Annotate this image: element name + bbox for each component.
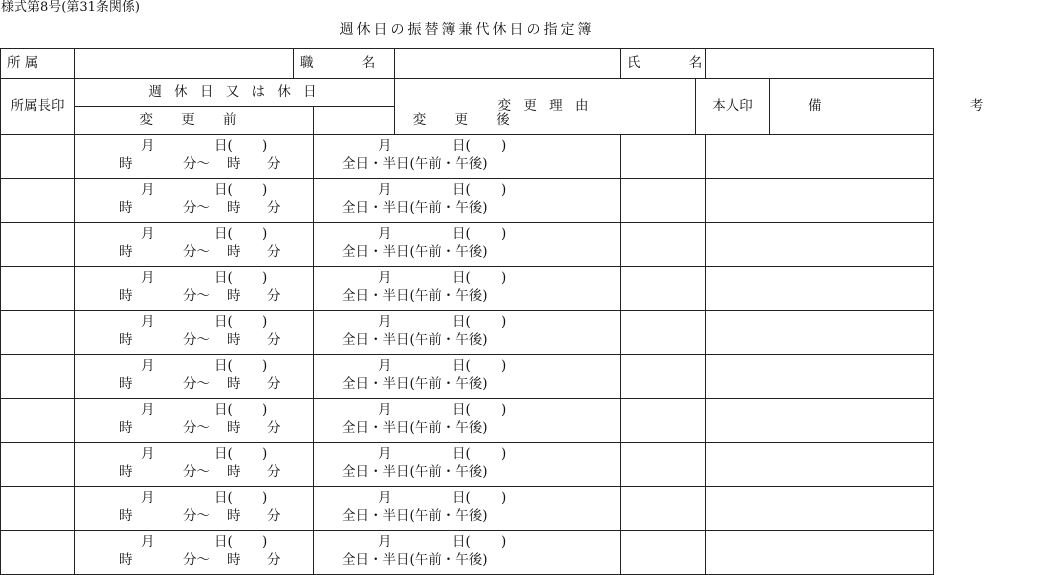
table-row	[1, 443, 934, 487]
after-day-close: )	[501, 534, 507, 550]
after-month-label: 月	[378, 226, 392, 242]
after-day-label: 日(	[452, 138, 471, 154]
before-day-close: )	[262, 226, 268, 242]
after-change-cell[interactable]	[314, 531, 621, 575]
before-day-label: 日(	[214, 490, 233, 506]
before-month-label: 月	[141, 446, 155, 462]
after-day-close: )	[501, 182, 507, 198]
before-hour-from: 時	[119, 244, 133, 260]
after-period-options: 全日・半日(午前・午後)	[342, 200, 488, 216]
dept-head-seal-cell[interactable]	[1, 223, 75, 267]
personal-seal-cell[interactable]	[706, 311, 934, 355]
before-hour-from: 時	[119, 552, 133, 568]
before-change-cell[interactable]	[75, 443, 314, 487]
personal-seal-cell[interactable]	[706, 355, 934, 399]
remarks-header-text: 備 考	[808, 98, 1055, 114]
name-label-text: 氏 名	[627, 55, 725, 71]
before-change-cell[interactable]	[75, 355, 314, 399]
position-label-text: 職 名	[300, 55, 398, 71]
after-day-close: )	[501, 490, 507, 506]
after-change-cell[interactable]	[314, 399, 621, 443]
table-row	[1, 487, 934, 531]
dept-head-seal-cell[interactable]	[1, 267, 75, 311]
before-change-cell[interactable]	[75, 531, 314, 575]
holiday-group-header: 週 休 日 又 は 休 日	[75, 79, 395, 107]
dept-head-seal-cell[interactable]	[1, 135, 75, 179]
change-reason-cell[interactable]	[621, 399, 706, 443]
name-label	[621, 49, 725, 79]
after-period-options: 全日・半日(午前・午後)	[342, 464, 488, 480]
table-row	[1, 179, 934, 223]
before-change-cell[interactable]	[75, 135, 314, 179]
after-period-options: 全日・半日(午前・午後)	[342, 244, 488, 260]
after-change-cell[interactable]	[314, 311, 621, 355]
after-change-cell[interactable]	[314, 487, 621, 531]
remarks-header	[770, 79, 1055, 135]
before-hour-to: 時	[227, 332, 241, 348]
before-day-close: )	[262, 402, 268, 418]
after-day-close: )	[501, 138, 507, 154]
after-day-label: 日(	[452, 226, 471, 242]
before-day-label: 日(	[214, 226, 233, 242]
change-reason-header: 変 更 理 由	[395, 79, 696, 135]
before-day-label: 日(	[214, 138, 233, 154]
table-row	[1, 531, 934, 575]
before-month-label: 月	[141, 270, 155, 286]
affiliation-label	[1, 49, 75, 79]
after-month-label: 月	[378, 446, 392, 462]
after-day-label: 日(	[452, 490, 471, 506]
after-month-label: 月	[378, 534, 392, 550]
before-hour-from: 時	[119, 420, 133, 436]
after-change-cell[interactable]	[314, 179, 621, 223]
document-title: 週休日の振替簿兼代休日の指定簿	[339, 22, 595, 38]
before-day-label: 日(	[214, 314, 233, 330]
after-change-cell[interactable]	[314, 267, 621, 311]
after-change-cell[interactable]	[314, 135, 621, 179]
before-minute-from: 分〜	[183, 420, 210, 436]
before-minute-from: 分〜	[183, 244, 210, 260]
before-minute-to: 分	[267, 376, 281, 392]
before-change-cell[interactable]	[75, 223, 314, 267]
before-minute-to: 分	[267, 420, 281, 436]
designation-register-table	[0, 48, 1055, 575]
after-change-header: 変 更 後	[314, 107, 621, 135]
change-reason-cell[interactable]	[621, 311, 706, 355]
name-field[interactable]	[706, 49, 934, 79]
before-minute-to: 分	[267, 244, 281, 260]
change-reason-cell[interactable]	[621, 355, 706, 399]
dept-head-seal-cell[interactable]	[1, 531, 75, 575]
before-change-cell[interactable]	[75, 399, 314, 443]
before-hour-to: 時	[227, 244, 241, 260]
before-minute-from: 分〜	[183, 200, 210, 216]
after-month-label: 月	[378, 314, 392, 330]
before-change-header: 変 更 前	[75, 107, 314, 135]
personal-seal-header: 本人印	[696, 79, 770, 135]
position-field[interactable]	[395, 49, 621, 79]
after-day-close: )	[501, 402, 507, 418]
before-minute-from: 分〜	[183, 332, 210, 348]
before-hour-to: 時	[227, 288, 241, 304]
before-hour-from: 時	[119, 508, 133, 524]
dept-head-seal-cell[interactable]	[1, 179, 75, 223]
dept-head-seal-header: 所属長印	[1, 79, 75, 135]
before-day-label: 日(	[214, 182, 233, 198]
after-day-label: 日(	[452, 270, 471, 286]
before-minute-to: 分	[267, 508, 281, 524]
before-minute-from: 分〜	[183, 156, 210, 172]
before-hour-to: 時	[227, 376, 241, 392]
before-day-close: )	[262, 358, 268, 374]
before-hour-from: 時	[119, 156, 133, 172]
personal-seal-cell[interactable]	[706, 443, 934, 487]
before-hour-from: 時	[119, 332, 133, 348]
change-reason-cell[interactable]	[621, 179, 706, 223]
before-minute-to: 分	[267, 552, 281, 568]
before-hour-from: 時	[119, 200, 133, 216]
before-hour-to: 時	[227, 552, 241, 568]
before-day-label: 日(	[214, 270, 233, 286]
before-minute-from: 分〜	[183, 552, 210, 568]
dept-head-seal-cell[interactable]	[1, 355, 75, 399]
dept-head-seal-cell[interactable]	[1, 443, 75, 487]
after-period-options: 全日・半日(午前・午後)	[342, 508, 488, 524]
before-day-close: )	[262, 446, 268, 462]
change-reason-cell[interactable]	[621, 487, 706, 531]
before-month-label: 月	[141, 182, 155, 198]
before-hour-to: 時	[227, 200, 241, 216]
before-hour-to: 時	[227, 508, 241, 524]
after-period-options: 全日・半日(午前・午後)	[342, 376, 488, 392]
before-day-label: 日(	[214, 534, 233, 550]
before-month-label: 月	[141, 358, 155, 374]
before-day-close: )	[262, 314, 268, 330]
after-change-cell[interactable]	[314, 223, 621, 267]
table-row	[1, 311, 934, 355]
before-change-cell[interactable]	[75, 311, 314, 355]
before-day-label: 日(	[214, 358, 233, 374]
after-day-close: )	[501, 270, 507, 286]
before-hour-from: 時	[119, 464, 133, 480]
after-day-label: 日(	[452, 402, 471, 418]
table-row	[1, 135, 934, 179]
before-month-label: 月	[141, 534, 155, 550]
after-day-close: )	[501, 358, 507, 374]
personal-seal-cell[interactable]	[706, 267, 934, 311]
after-month-label: 月	[378, 270, 392, 286]
before-month-label: 月	[141, 314, 155, 330]
personal-seal-cell[interactable]	[706, 399, 934, 443]
before-minute-to: 分	[267, 288, 281, 304]
personal-seal-cell[interactable]	[706, 223, 934, 267]
personal-seal-cell[interactable]	[706, 135, 934, 179]
before-month-label: 月	[141, 402, 155, 418]
after-day-close: )	[501, 226, 507, 242]
personal-seal-cell[interactable]	[706, 179, 934, 223]
before-minute-to: 分	[267, 200, 281, 216]
change-reason-cell[interactable]	[621, 135, 706, 179]
table-row	[1, 399, 934, 443]
before-minute-to: 分	[267, 464, 281, 480]
before-day-label: 日(	[214, 402, 233, 418]
before-minute-to: 分	[267, 332, 281, 348]
after-day-label: 日(	[452, 534, 471, 550]
affiliation-field[interactable]	[75, 49, 294, 79]
dept-head-seal-cell[interactable]	[1, 487, 75, 531]
before-day-close: )	[262, 182, 268, 198]
change-reason-cell[interactable]	[621, 223, 706, 267]
after-day-close: )	[501, 446, 507, 462]
table-row	[1, 223, 934, 267]
table-row	[1, 355, 934, 399]
after-month-label: 月	[378, 402, 392, 418]
before-hour-to: 時	[227, 420, 241, 436]
before-minute-to: 分	[267, 156, 281, 172]
after-period-options: 全日・半日(午前・午後)	[342, 332, 488, 348]
before-minute-from: 分〜	[183, 464, 210, 480]
change-reason-cell[interactable]	[621, 443, 706, 487]
before-month-label: 月	[141, 138, 155, 154]
dept-head-seal-cell[interactable]	[1, 311, 75, 355]
affiliation-label-text: 所 属	[7, 55, 39, 71]
table-row	[1, 267, 934, 311]
before-month-label: 月	[141, 490, 155, 506]
personal-seal-cell[interactable]	[706, 487, 934, 531]
after-month-label: 月	[378, 138, 392, 154]
after-month-label: 月	[378, 490, 392, 506]
after-month-label: 月	[378, 358, 392, 374]
after-change-cell[interactable]	[314, 443, 621, 487]
after-period-options: 全日・半日(午前・午後)	[342, 420, 488, 436]
before-day-close: )	[262, 270, 268, 286]
before-minute-from: 分〜	[183, 508, 210, 524]
before-day-close: )	[262, 534, 268, 550]
after-day-label: 日(	[452, 182, 471, 198]
before-hour-from: 時	[119, 376, 133, 392]
form-number: 様式第8号(第31条関係)	[1, 0, 140, 15]
position-label	[294, 49, 398, 79]
after-month-label: 月	[378, 182, 392, 198]
before-hour-to: 時	[227, 464, 241, 480]
change-reason-cell[interactable]	[621, 267, 706, 311]
before-minute-from: 分〜	[183, 376, 210, 392]
after-period-options: 全日・半日(午前・午後)	[342, 156, 488, 172]
after-day-label: 日(	[452, 446, 471, 462]
after-period-options: 全日・半日(午前・午後)	[342, 288, 488, 304]
personal-seal-cell[interactable]	[706, 531, 934, 575]
before-change-cell[interactable]	[75, 487, 314, 531]
before-hour-from: 時	[119, 288, 133, 304]
before-day-close: )	[262, 490, 268, 506]
after-period-options: 全日・半日(午前・午後)	[342, 552, 488, 568]
change-reason-cell[interactable]	[621, 531, 706, 575]
after-day-close: )	[501, 314, 507, 330]
before-month-label: 月	[141, 226, 155, 242]
before-hour-to: 時	[227, 156, 241, 172]
dept-head-seal-cell[interactable]	[1, 399, 75, 443]
before-change-cell[interactable]	[75, 267, 314, 311]
after-day-label: 日(	[452, 314, 471, 330]
after-change-cell[interactable]	[314, 355, 621, 399]
after-day-label: 日(	[452, 358, 471, 374]
before-change-cell[interactable]	[75, 179, 314, 223]
before-day-close: )	[262, 138, 268, 154]
before-day-label: 日(	[214, 446, 233, 462]
before-minute-from: 分〜	[183, 288, 210, 304]
